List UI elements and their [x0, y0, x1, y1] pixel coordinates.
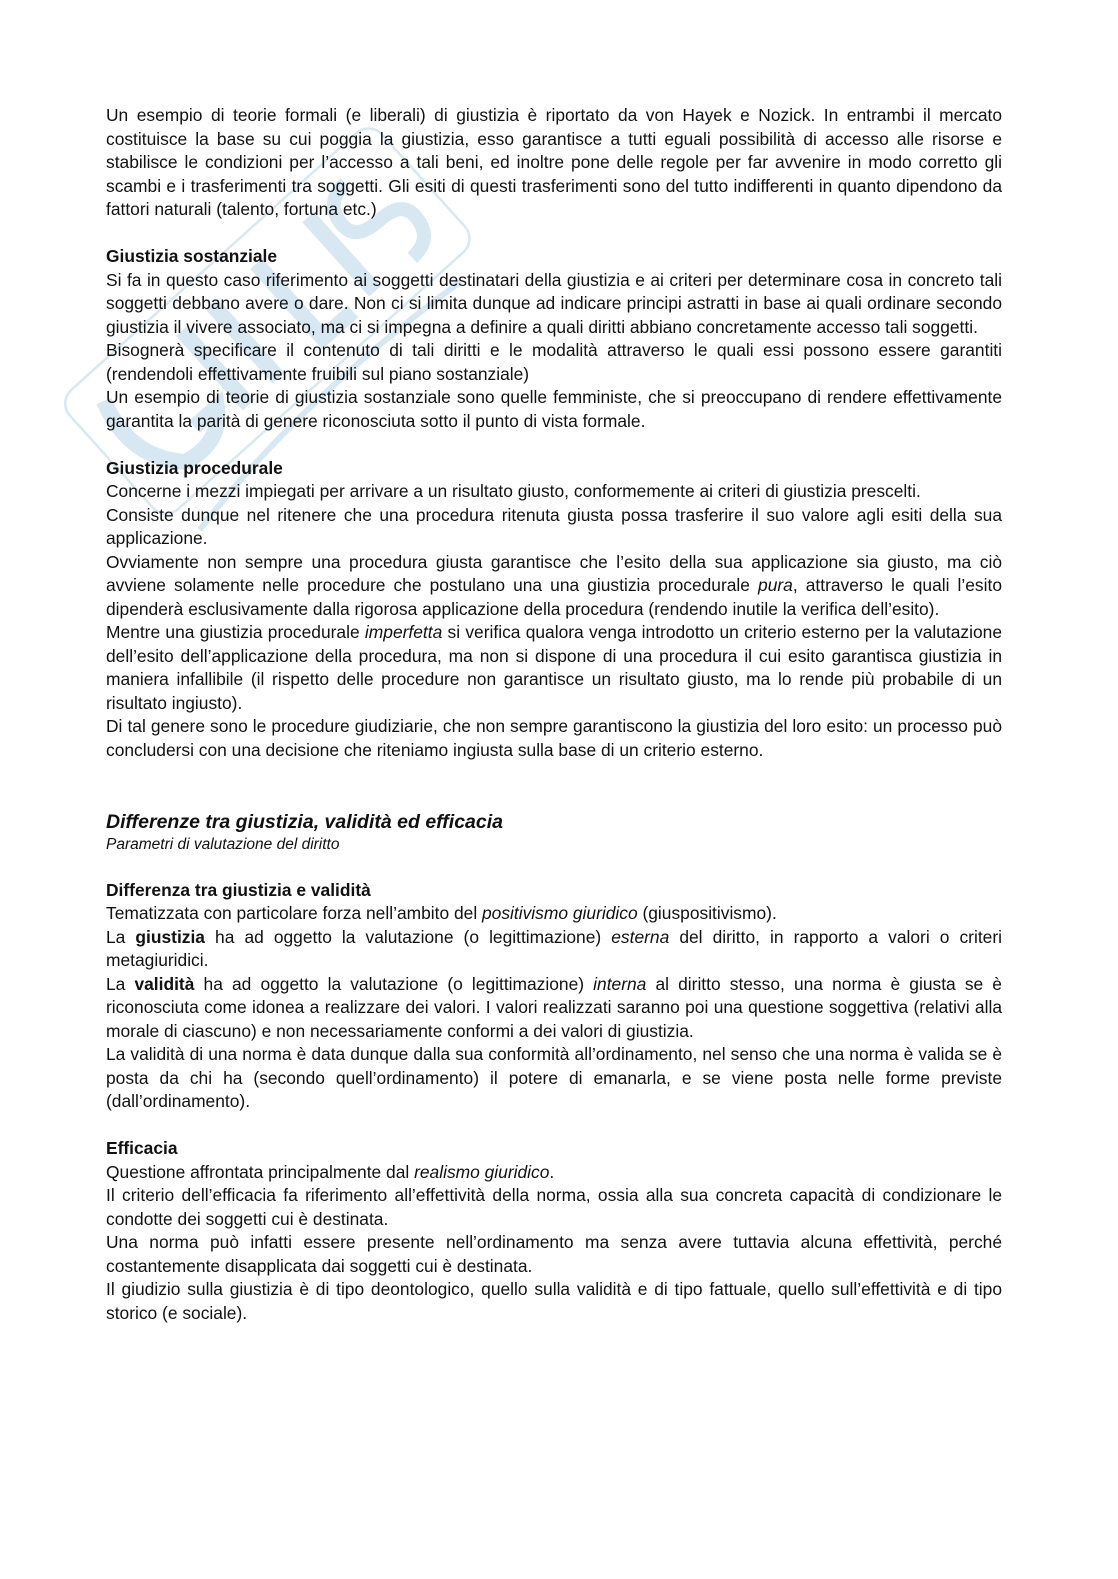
efficacia-paragraph-4: Il giudizio sulla giustizia è di tipo deontologico, quello sulla validità e di tipo fattuale, quello sull’effettività e di tipo storico (e sociale). — [106, 1279, 1002, 1323]
document-page — [106, 104, 1002, 1325]
section-subtitle: Parametri di valutazione del diritto — [106, 836, 340, 853]
validita-paragraph-1: Tematizzata con particolare forza nell’ambito del positivismo giuridico (giuspositivismo). — [106, 903, 777, 923]
validita-paragraph-4: La validità di una norma è data dunque dalla sua conformità all’ordinamento, nel senso che una norma è valida se è posta da chi ha (secondo quell’ordinamento) il potere di emanarla, e se viene posta nelle forme previste (dall’ordinamento). — [106, 1044, 1002, 1111]
efficacia-paragraph-2: Il criterio dell’efficacia fa riferimento all’effettività della norma, ossia alla sua concreta capacità di condizionare le condotte dei soggetti cui è destinata. — [106, 1185, 1002, 1229]
intro-paragraph: Un esempio di teorie formali (e liberali) di giustizia è riportato da von Hayek e Nozick. In entrambi il mercato costituisce la base su cui poggia la giustizia, esso garantisce a tutti eguali possibilità di accesso alle risorse e stabilisce le condizioni per l’accesso a tali beni, ed inoltre pone delle regole per far avvenire in modo corretto gli scambi e i trasferimenti tra soggetti. Gli esiti di questi trasferimenti sono del tutto indifferenti in quanto dipendono da fattori naturali (talento, fortuna etc.) — [106, 105, 1002, 219]
section-title: Differenze tra giustizia, validità ed efficacia — [106, 811, 504, 833]
validita-paragraph-2: La giustizia ha ad oggetto la valutazione (o legittimazione) esterna del diritto, in rapporto a valori o criteri metagiuridici. — [106, 926, 1002, 970]
procedurale-paragraph-4: Mentre una giustizia procedurale imperfetta si verifica qualora venga introdotto un criterio esterno per la valutazione dell’esito dell’applicazione della procedura, ma non si dispone di una procedura il cui esito garantisca giustizia in maniera infallibile (il rispetto delle procedure non garantisce un risultato giusto, ma lo rende più probabile di un risultato ingiusto). — [106, 622, 1002, 713]
heading-giustizia-procedurale: Giustizia procedurale — [106, 457, 283, 478]
sostanziale-paragraph-1: Si fa in questo caso riferimento ai soggetti destinatari della giustizia e ai criteri per determinare cosa in concreto tali soggetti debbano avere o dare. Non ci si limita dunque ad indicare principi astratti in base ai quali ordinare secondo giustizia il vivere associato, ma ci si impegna a definire a quali diritti abbiano concretamente accesso tali soggetti. — [106, 269, 1002, 337]
procedurale-paragraph-2: Consiste dunque nel ritenere che una procedura ritenuta giusta possa trasferire il suo valore agli esiti della sua applicazione. — [106, 504, 1002, 548]
efficacia-paragraph-1: Questione affrontata principalmente dal realismo giuridico. — [106, 1161, 555, 1182]
heading-efficacia: Efficacia — [106, 1138, 178, 1158]
heading-giustizia-sostanziale: Giustizia sostanziale — [106, 246, 278, 266]
sostanziale-paragraph-3: Un esempio di teorie di giustizia sostanziale sono quelle femministe, che si preoccupano di rendere effettivamente garantita la parità di genere riconosciuta sotto il punto di vista formale. — [106, 387, 1002, 431]
heading-giustizia-validita: Differenza tra giustizia e validità — [106, 879, 371, 900]
sostanziale-paragraph-2: Bisognerà specificare il contenuto di tali diritti e le modalità attraverso le quali essi possono essere garantiti (rendendoli effettivamente fruibili sul piano sostanziale) — [106, 340, 1002, 384]
efficacia-paragraph-3: Una norma può infatti essere presente nell’ordinamento ma senza avere tuttavia alcuna effettività, perché costantemente disapplicata dai soggetti cui è destinata. — [106, 1232, 1002, 1276]
procedurale-paragraph-1: Concerne i mezzi impiegati per arrivare a un risultato giusto, conformemente ai criteri di giustizia prescelti. — [106, 481, 921, 501]
procedurale-paragraph-5: Di tal genere sono le procedure giudiziarie, che non sempre garantiscono la giustizia del loro esito: un processo può concludersi con una decisione che riteniamo ingiusta sulla base di un criterio esterno. — [106, 716, 1002, 760]
procedurale-paragraph-3: Ovviamente non sempre una procedura giusta garantisce che l’esito della sua applicazione sia giusto, ma ciò avviene solamente nelle procedure che postulano una una giustizia procedurale pura, attraverso le quali l’esito dipenderà esclusivamente dalla rigorosa applicazione della procedura (rendendo inutile la verifica dell’esito). — [106, 551, 1002, 619]
validita-paragraph-3: La validità ha ad oggetto la valutazione (o legittimazione) interna al diritto stesso, una norma è giusta se è riconosciuta come idonea a realizzare dei valori. I valori realizzati saranno poi una questione soggettiva (relativi alla morale di ciascuno) e non necessariamente conformi a dei valori di giustizia. — [106, 973, 1002, 1041]
